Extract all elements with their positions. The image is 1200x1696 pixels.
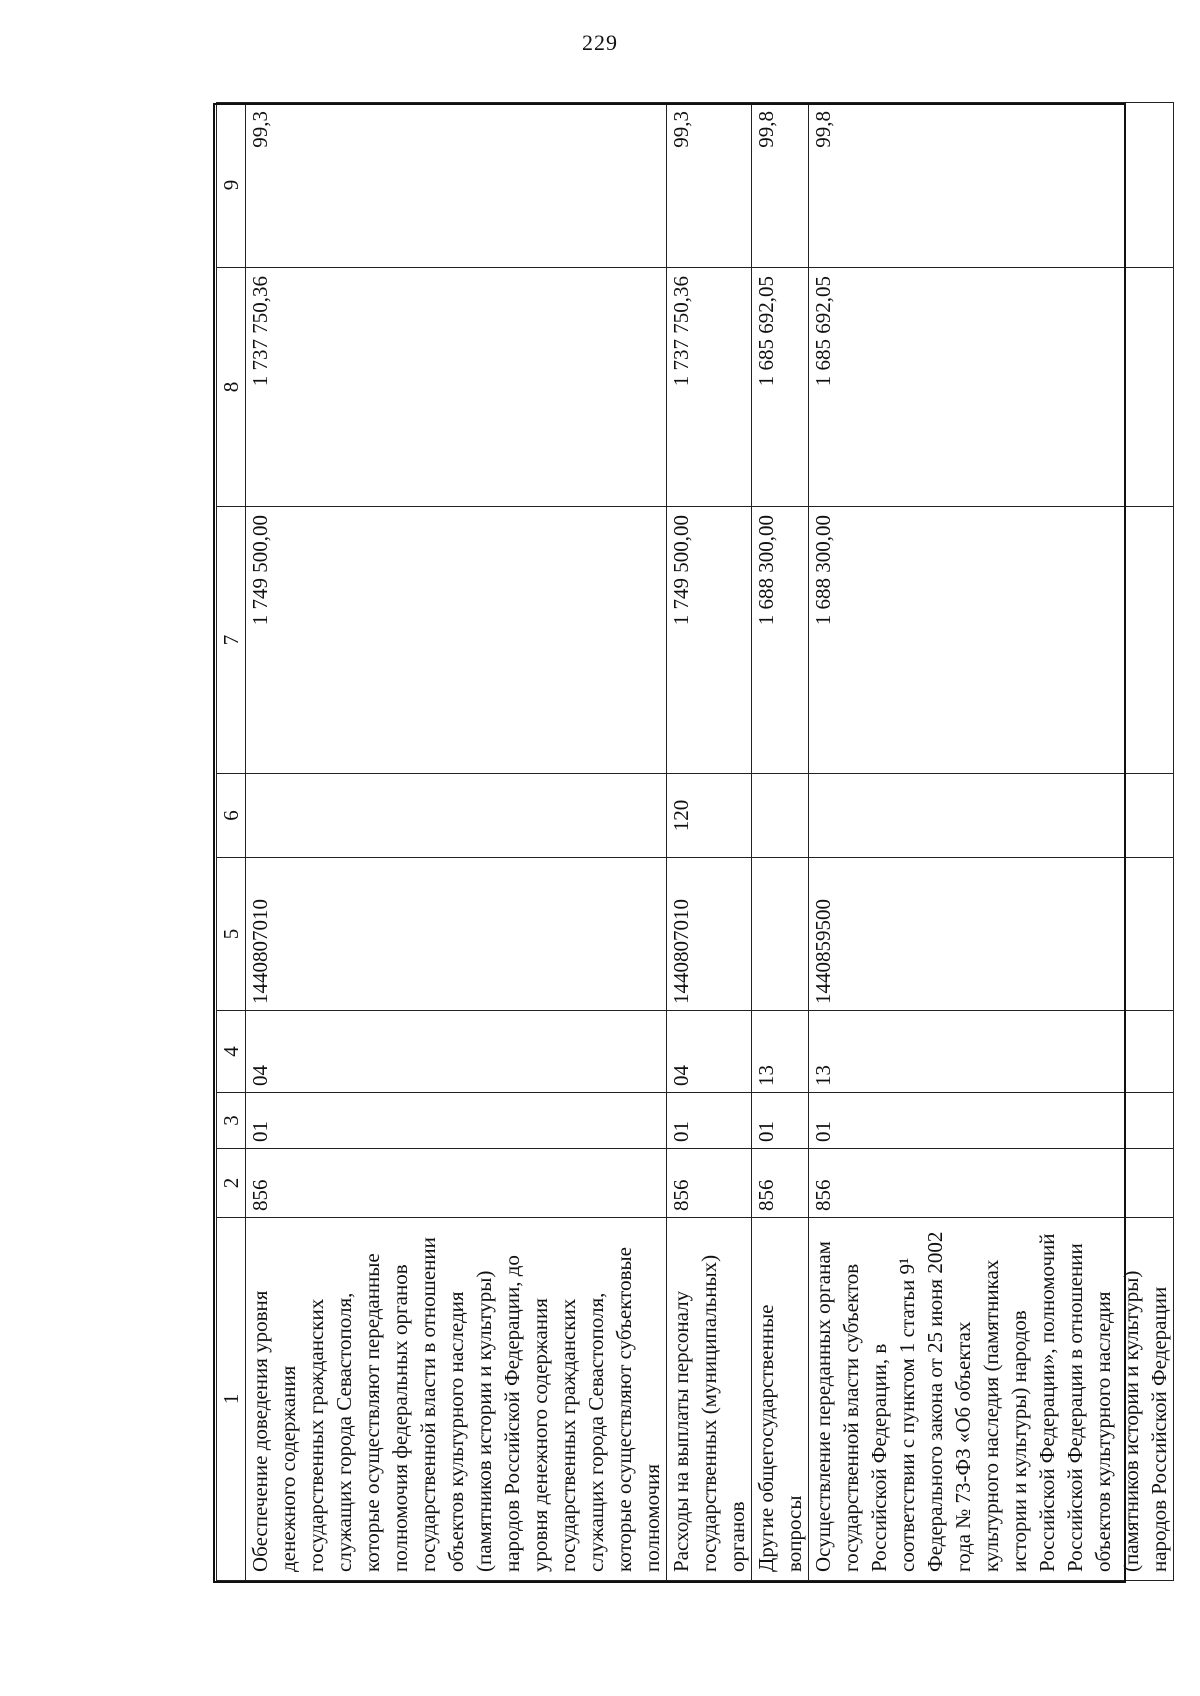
actual-amount-cell: 1 685 692,05: [752, 268, 809, 507]
row-name-cell: Другие общегосударственные вопросы: [752, 1218, 809, 1581]
gr-code-cell: 856: [246, 1149, 667, 1218]
percent-cell: 99,3: [246, 103, 667, 268]
subsection-code-cell: 13: [809, 1011, 1174, 1093]
gr-code-cell: 856: [667, 1149, 752, 1218]
row-name-cell: Обеспечение доведения уровня денежного содержания государственных гражданских служащих города Севастополя, которые осуществляют переданные полномочия федеральных органов государственной власти в отношении объектов культурного наследия (памятников истории и культуры) народов Российской Федерации, до уровня денежного содержания государственных гражданских служащих города Севастополя, которые осуществляют субъектовые полномочия: [246, 1218, 667, 1581]
table-row: [667, 103, 752, 1581]
table-header-row: [217, 103, 246, 1581]
subsection-code-cell: 04: [246, 1011, 667, 1093]
target-code-cell: 1440859500: [809, 858, 1174, 1011]
gr-code-cell: 856: [809, 1149, 1174, 1218]
header-cell-1: 1: [217, 1218, 246, 1581]
planned-amount-cell: 1 749 500,00: [667, 507, 752, 774]
table-row: [752, 103, 809, 1581]
section-code-cell: 01: [246, 1093, 667, 1149]
percent-cell: 99,8: [809, 103, 1174, 268]
gr-code-cell: 856: [752, 1149, 809, 1218]
subsection-code-cell: 04: [667, 1011, 752, 1093]
section-code-cell: 01: [752, 1093, 809, 1149]
header-cell-9: 9: [217, 103, 246, 268]
actual-amount-cell: 1 737 750,36: [667, 268, 752, 507]
budget-table: [216, 102, 1174, 1581]
section-code-cell: 01: [809, 1093, 1174, 1149]
target-code-cell: 1440807010: [667, 858, 752, 1011]
table-row: [809, 103, 1174, 1581]
target-code-cell: 1440807010: [246, 858, 667, 1011]
header-cell-8: 8: [217, 268, 246, 507]
row-name-cell: Расходы на выплаты персоналу государственных (муниципальных) органов: [667, 1218, 752, 1581]
header-cell-3: 3: [217, 1093, 246, 1149]
expense-type-cell: [809, 774, 1174, 858]
section-code-cell: 01: [667, 1093, 752, 1149]
actual-amount-cell: 1 685 692,05: [809, 268, 1174, 507]
page-number: 229: [582, 30, 618, 55]
rotated-table-container: [216, 103, 1171, 1581]
header-cell-6: 6: [217, 774, 246, 858]
planned-amount-cell: 1 749 500,00: [246, 507, 667, 774]
expense-type-cell: 120: [667, 774, 752, 858]
actual-amount-cell: 1 737 750,36: [246, 268, 667, 507]
percent-cell: 99,3: [667, 103, 752, 268]
planned-amount-cell: 1 688 300,00: [752, 507, 809, 774]
header-cell-4: 4: [217, 1011, 246, 1093]
header-cell-7: 7: [217, 507, 246, 774]
subsection-code-cell: 13: [752, 1011, 809, 1093]
header-cell-2: 2: [217, 1149, 246, 1218]
row-name-cell: Осуществление переданных органам государственной власти субъектов Российской Федерации, в соответствии с пунктом 1 статьи 9¹ Федерального закона от 25 июня 2002 года № 73-ФЗ «Об объектах культурного наследия (памятниках истории и культуры) народов Российской Федерации», полномочий Российской Федерации в отношении объектов культурного наследия (памятников истории и культуры) народов Российской Федерации: [809, 1218, 1174, 1581]
expense-type-cell: [246, 774, 667, 858]
table-row: [246, 103, 667, 1581]
target-code-cell: [752, 858, 809, 1011]
percent-cell: 99,8: [752, 103, 809, 268]
expense-type-cell: [752, 774, 809, 858]
planned-amount-cell: 1 688 300,00: [809, 507, 1174, 774]
header-cell-5: 5: [217, 858, 246, 1011]
